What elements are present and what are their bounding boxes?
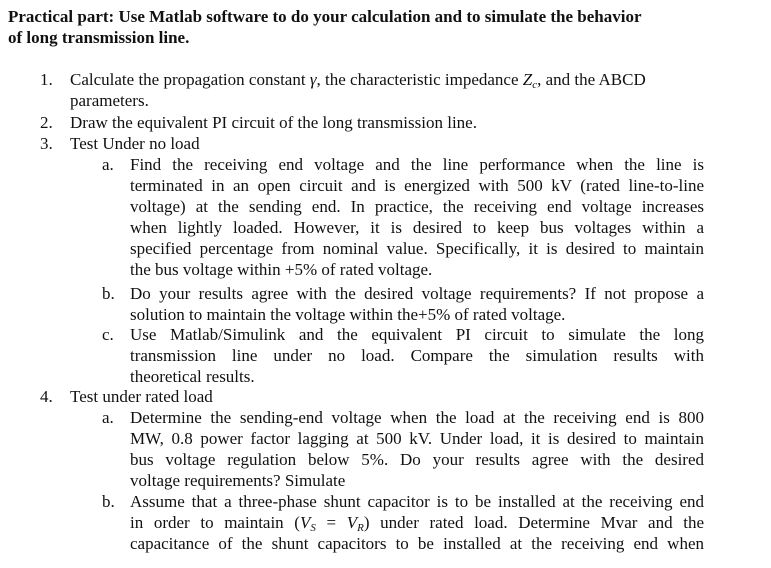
subitem-text	[130, 491, 704, 554]
text-line: transmission line under no load. Compare the simulation results with	[130, 346, 704, 365]
list-item-number: 4.	[40, 387, 53, 406]
heading-line-2: of long transmission line.	[8, 28, 190, 47]
list-item-number: 2.	[40, 113, 53, 132]
subitem-text	[130, 324, 704, 387]
text-line: when lightly loaded. However, it is desired to keep bus voltages within a	[130, 218, 704, 237]
text-line: Determine the sending-end voltage when the load at the receiving end is 800	[130, 408, 704, 427]
text-line: voltage requirements? Simulate	[130, 471, 346, 490]
text-line-formula: in order to maintain $(V_S = V_R)$ under rated load. Determine Mvar and the	[130, 513, 705, 534]
subitem-letter: c.	[102, 325, 114, 344]
list-item-text: Calculate the propagation constant γ, the characteristic impedance $Z_c$, and the ABCD	[70, 70, 646, 91]
subitem-text	[130, 283, 704, 325]
list-item-number: 3.	[40, 134, 53, 153]
text-line: theoretical results.	[130, 367, 255, 386]
heading-line-1: Practical part: Use Matlab software to do your calculation and to simulate the behavior	[8, 7, 642, 26]
subitem-letter: a.	[102, 155, 114, 174]
text-line: terminated in an open circuit and is energized with 500 kV (rated line-to-line	[130, 176, 704, 195]
document-heading	[8, 6, 758, 48]
list-item-text: Test under rated load	[70, 387, 213, 406]
text-line: specified percentage from nominal value. Specifically, it is desired to maintain	[130, 239, 704, 258]
text-line: Assume that a three-phase shunt capacitor is to be installed at the receiving end	[130, 492, 704, 511]
subitem-letter: b.	[102, 492, 115, 511]
subitem-text	[130, 154, 704, 280]
list-item-text: Test Under no load	[70, 134, 200, 153]
text-line: bus voltage regulation below 5%. Do your results agree with the desired	[130, 450, 704, 469]
subitem-letter: a.	[102, 408, 114, 427]
text-line: Do your results agree with the desired voltage requirements? If not propose a	[130, 284, 704, 303]
text-line: Find the receiving end voltage and the line performance when the line is	[130, 155, 704, 174]
text-line: voltage) at the sending end. In practice, the receiving end voltage increases	[130, 197, 704, 216]
text-line: MW, 0.8 power factor lagging at 500 kV. Under load, it is desired to maintain	[130, 429, 704, 448]
list-item-number: 1.	[40, 70, 53, 89]
text-line: capacitance of the shunt capacitors to be installed at the receiving end when	[130, 534, 704, 553]
subitem-text	[130, 407, 704, 491]
text-line: the bus voltage within +5% of rated voltage.	[130, 260, 433, 279]
list-item-text: Draw the equivalent PI circuit of the long transmission line.	[70, 113, 477, 132]
subitem-letter: b.	[102, 284, 115, 303]
list-item-text-cont: parameters.	[70, 91, 149, 110]
text-line: solution to maintain the voltage within the+5% of rated voltage.	[130, 305, 566, 324]
text-line: Use Matlab/Simulink and the equivalent PI circuit to simulate the long	[130, 325, 704, 344]
